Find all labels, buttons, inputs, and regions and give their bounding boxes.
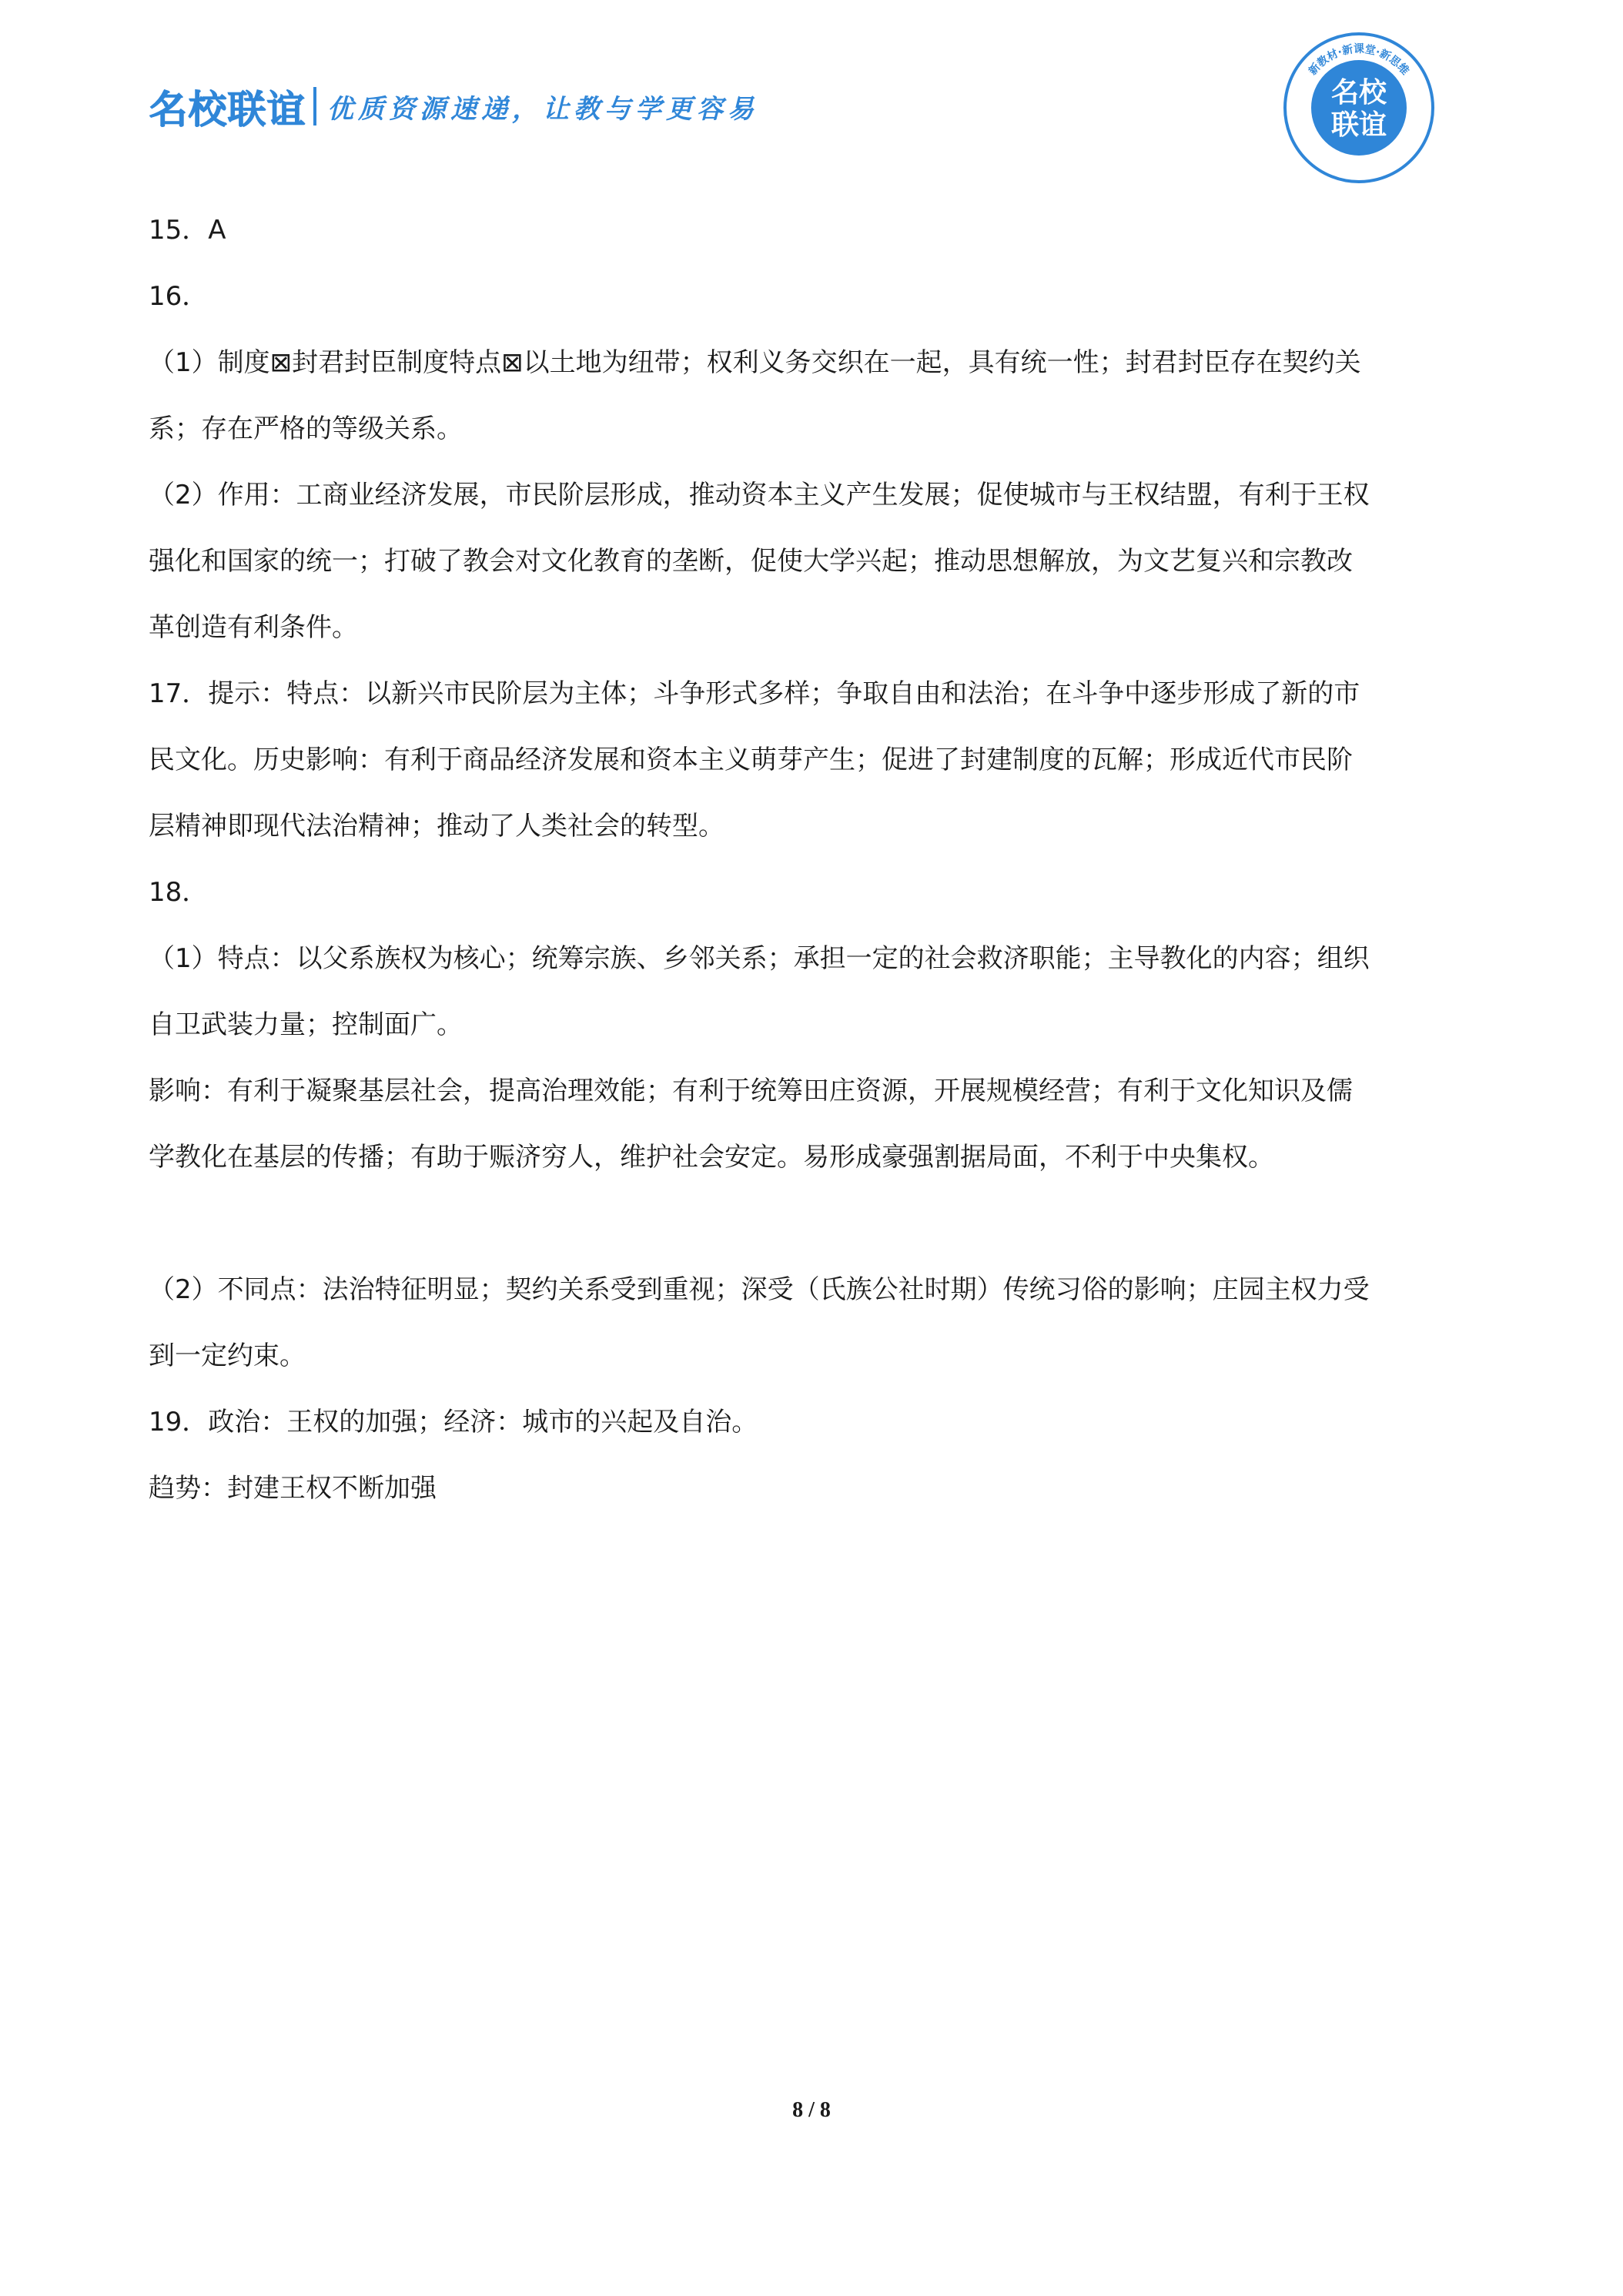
text-line: 到一定约束。	[149, 1340, 306, 1371]
text-line: （1）特点：以父系族权为核心；统筹宗族、乡邻关系；承担一定的社会救济职能；主导教化的内容；组织	[149, 943, 1370, 974]
text-line: 系；存在严格的等级关系。	[149, 413, 463, 444]
text-line: （1）制度⊠封君封臣制度特点⊠以土地为纽带；权利义务交织在一起，具有统一性；封君封臣存在契约关	[149, 347, 1361, 378]
seal-text-bottom: 联谊	[1330, 109, 1387, 141]
text-line: 影响：有利于凝聚基层社会，提高治理效能；有利于统筹田庄资源，开展规模经营；有利于文化知识及儒	[149, 1076, 1353, 1106]
text-line: 17．提示：特点：以新兴市民阶层为主体；斗争形式多样；争取自由和法治；在斗争中逐步形成了新的市	[149, 678, 1360, 709]
text-line: 15．A	[149, 215, 226, 246]
text-line: 19．政治：王权的加强；经济：城市的兴起及自治。	[149, 1407, 758, 1438]
text-line: 学教化在基层的传播；有助于赈济穷人，维护社会安定。易形成豪强割据局面，不利于中央集权。	[149, 1142, 1274, 1173]
page-number: 8 / 8	[792, 2098, 831, 2122]
text-line: 革创造有利条件。	[149, 612, 358, 643]
blank-line	[149, 1190, 1481, 1257]
seal-logo	[1282, 31, 1436, 185]
header-divider	[313, 87, 316, 126]
text-line: 强化和国家的统一；打破了教会对文化教育的垄断，促使大学兴起；推动思想解放，为文艺复兴和宗教改	[149, 546, 1353, 577]
text-line: 趋势：封建王权不断加强	[149, 1473, 437, 1504]
text-line: 16．	[149, 281, 209, 312]
seal-ring-text: 新教材·新课堂·新思维	[1307, 43, 1411, 78]
answer-content	[149, 197, 1481, 1521]
text-line: 民文化。历史影响：有利于商品经济发展和资本主义萌芽产生；促进了封建制度的瓦解；形成近代市民阶	[149, 745, 1353, 775]
brand-logo-text: 名校联谊	[149, 87, 306, 132]
seal-text-top: 名校	[1330, 77, 1387, 109]
header	[149, 83, 758, 132]
header-slogan: 优质资源速递，让教与学更容易	[327, 93, 758, 125]
text-line: （2）不同点：法治特征明显；契约关系受到重视；深受（氏族公社时期）传统习俗的影响；庄园主权力受	[149, 1274, 1370, 1305]
text-line: （2）作用：工商业经济发展，市民阶层形成，推动资本主义产生发展；促使城市与王权结盟，有利于王权	[149, 480, 1370, 510]
text-line: 层精神即现代法治精神；推动了人类社会的转型。	[149, 811, 724, 842]
text-line: 自卫武装力量；控制面广。	[149, 1009, 463, 1040]
text-line: 18．	[149, 877, 209, 908]
